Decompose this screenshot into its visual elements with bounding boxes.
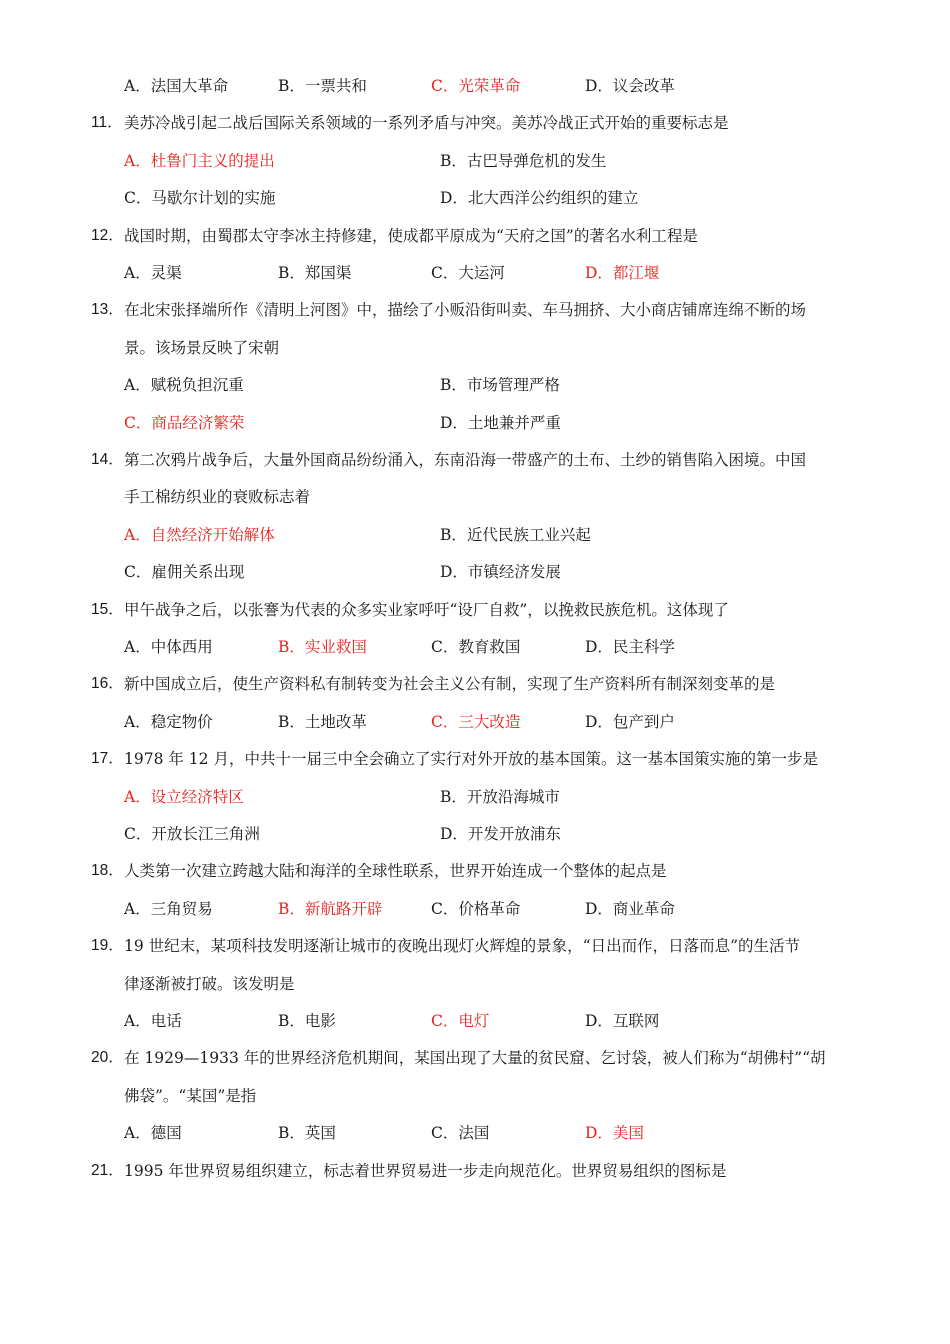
question-stem-continued (0, 333, 950, 363)
question-text: 甲午战争之后，以张謇为代表的众多实业家呼吁“设厂自救”，以挽救民族危机。这体现了 (124, 601, 729, 619)
answer-option: C．雇佣关系出现 (124, 563, 245, 581)
answer-option-correct: C．商品经济繁荣 (124, 414, 245, 432)
question-stem-continued (0, 969, 950, 999)
question-stem (0, 108, 950, 138)
answer-option: B．市场管理严格 (440, 376, 560, 394)
answer-option: A．灵渠 (124, 264, 182, 282)
question-stem (0, 445, 950, 475)
question-number: 11． (91, 114, 123, 131)
answer-option: C．开放长江三角洲 (124, 825, 260, 843)
answer-option: D．互联网 (585, 1012, 660, 1030)
question-stem (0, 669, 950, 699)
options-row (0, 1118, 950, 1148)
options-row (0, 1006, 950, 1036)
answer-option-correct: C．电灯 (431, 1012, 490, 1030)
answer-option-correct: D．美国 (585, 1124, 644, 1142)
answer-option: C．马歇尔计划的实施 (124, 189, 276, 207)
answer-option-correct: C．三大改造 (431, 713, 521, 731)
answer-option-correct: A．设立经济特区 (124, 788, 244, 806)
answer-option-correct: B．实业救国 (278, 638, 367, 656)
question-number: 16． (91, 675, 124, 692)
question-text: 1995 年世界贸易组织建立，标志着世界贸易进一步走向规范化。世界贸易组织的图标是 (124, 1162, 727, 1180)
options-row (0, 782, 950, 812)
question-stem (0, 1156, 950, 1186)
question-stem (0, 221, 950, 251)
answer-option: B．电影 (278, 1012, 336, 1030)
question-text: 在北宋张择端所作《清明上河图》中，描绘了小贩沿街叫卖、车马拥挤、大小商店铺席连绵不断的场 (124, 301, 807, 319)
answer-option: D．民主科学 (585, 638, 675, 656)
question-text: 1978 年 12 月，中共十一届三中全会确立了实行对外开放的基本国策。这一基本国策实施的第一步是 (124, 750, 818, 768)
answer-option: D．包产到户 (585, 713, 675, 731)
question-text: 第二次鸦片战争后，大量外国商品纷纷涌入，东南沿海一带盛产的土布、土纱的销售陷入困境。中国 (124, 451, 807, 469)
answer-option: D．议会改革 (585, 77, 675, 95)
options-row (0, 894, 950, 924)
question-text: 手工棉纺织业的衰败标志着 (124, 488, 311, 506)
options-row (0, 557, 950, 587)
options-row (0, 370, 950, 400)
question-text: 美苏冷战引起二战后国际关系领域的一系列矛盾与冲突。美苏冷战正式开始的重要标志是 (124, 114, 729, 132)
answer-option: B．土地改革 (278, 713, 367, 731)
answer-option: C．教育救国 (431, 638, 521, 656)
question-text: 在 1929—1933 年的世界经济危机期间，某国出现了大量的贫民窟、乞讨袋，被人们称为“胡佛村”“胡 (124, 1049, 826, 1067)
answer-option-correct: A．杜鲁门主义的提出 (124, 152, 275, 170)
question-stem (0, 856, 950, 886)
question-stem (0, 1043, 950, 1073)
question-number: 18． (91, 862, 124, 879)
answer-option: B．近代民族工业兴起 (440, 526, 591, 544)
answer-option: C．法国 (431, 1124, 490, 1142)
question-text: 人类第一次建立跨越大陆和海洋的全球性联系，世界开始连成一个整体的起点是 (124, 862, 667, 880)
question-text: 律逐渐被打破。该发明是 (124, 975, 295, 993)
answer-option-correct: C．光荣革命 (431, 77, 521, 95)
question-number: 19． (91, 937, 124, 954)
question-text: 19 世纪末，某项科技发明逐渐让城市的夜晚出现灯火辉煌的景象，“日出而作，日落而息”的生活节 (124, 937, 801, 955)
question-text: 新中国成立后，使生产资料私有制转变为社会主义公有制，实现了生产资料所有制深刻变革的是 (124, 675, 776, 693)
question-number: 20． (91, 1049, 124, 1066)
options-row (0, 183, 950, 213)
question-text: 战国时期，由蜀郡太守李冰主持修建，使成都平原成为“天府之国”的著名水利工程是 (124, 227, 698, 245)
question-text: 景。该场景反映了宋朝 (124, 339, 280, 357)
options-row (0, 520, 950, 550)
options-row (0, 408, 950, 438)
options-row (0, 819, 950, 849)
options-row (0, 71, 950, 101)
question-stem-continued (0, 482, 950, 512)
question-text: 佛袋”。“某国”是指 (124, 1087, 257, 1105)
answer-option: C．价格革命 (431, 900, 521, 918)
answer-option-correct: B．新航路开辟 (278, 900, 383, 918)
answer-option: B．古巴导弹危机的发生 (440, 152, 607, 170)
answer-option: D．北大西洋公约组织的建立 (440, 189, 639, 207)
question-stem-continued (0, 1081, 950, 1111)
answer-option: B．郑国渠 (278, 264, 352, 282)
answer-option: A．三角贸易 (124, 900, 213, 918)
answer-option: A．中体西用 (124, 638, 213, 656)
question-number: 21． (91, 1162, 124, 1179)
answer-option-correct: A．自然经济开始解体 (124, 526, 275, 544)
question-stem (0, 595, 950, 625)
options-row (0, 707, 950, 737)
answer-option: D．市镇经济发展 (440, 563, 561, 581)
question-number: 13． (91, 301, 124, 318)
answer-option: B．开放沿海城市 (440, 788, 560, 806)
answer-option: D．土地兼并严重 (440, 414, 561, 432)
answer-option: A．赋税负担沉重 (124, 376, 244, 394)
answer-option: A．稳定物价 (124, 713, 213, 731)
question-number: 17． (91, 750, 124, 767)
answer-option: D．商业革命 (585, 900, 675, 918)
question-number: 14． (91, 451, 124, 468)
answer-option-correct: D．都江堰 (585, 264, 660, 282)
answer-option: A．电话 (124, 1012, 182, 1030)
question-number: 15． (91, 601, 124, 618)
question-stem (0, 931, 950, 961)
answer-option: D．开发开放浦东 (440, 825, 561, 843)
answer-option: B．一票共和 (278, 77, 367, 95)
answer-option: A．德国 (124, 1124, 182, 1142)
answer-option: A．法国大革命 (124, 77, 229, 95)
options-row (0, 632, 950, 662)
options-row (0, 146, 950, 176)
question-number: 12． (91, 227, 124, 244)
answer-option: B．英国 (278, 1124, 336, 1142)
question-stem (0, 744, 950, 774)
answer-option: C．大运河 (431, 264, 505, 282)
question-stem (0, 295, 950, 325)
options-row (0, 258, 950, 288)
